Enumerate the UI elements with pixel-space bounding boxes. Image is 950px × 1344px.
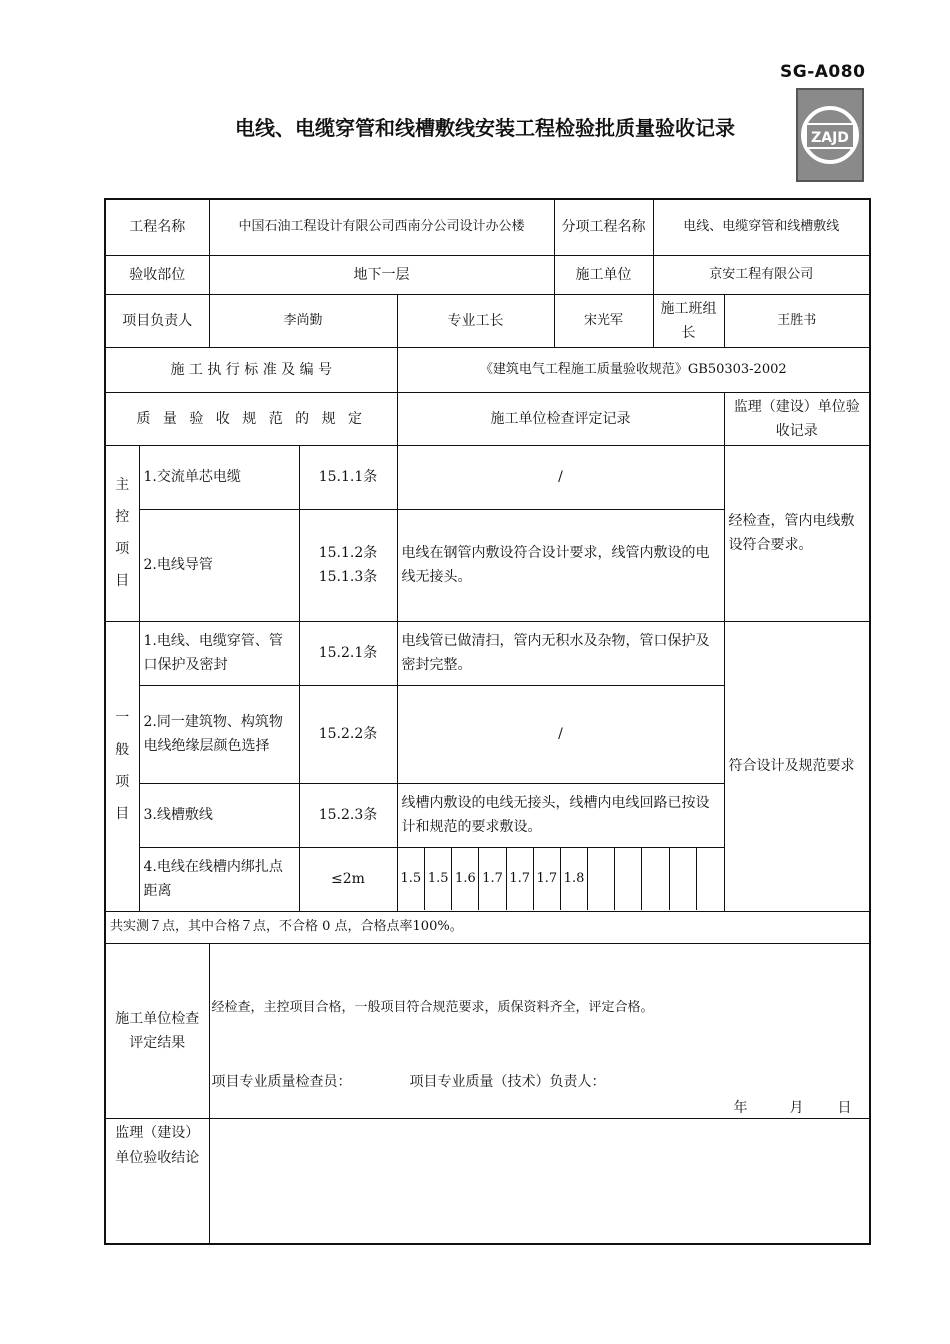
summary-line: 共实测７点，其中合格７点，不合格 0 点，合格点率100%。 (105, 911, 870, 943)
measurement-value: 1.7 (533, 848, 560, 910)
general-item-1-record: 电线管已做清扫，管内无积水及杂物，管口保护及密封完整。 (397, 621, 724, 685)
general-item-1-name: 1.电线、电缆穿管、管口保护及密封 (139, 621, 299, 685)
general-item-2-clause: 15.2.2条 (299, 685, 397, 783)
measurement-value: 1.6 (452, 848, 479, 910)
measurement-cells (397, 847, 724, 911)
general-item-1-clause: 15.2.1条 (299, 621, 397, 685)
sub-project-label: 分项工程名称 (554, 199, 653, 255)
date-month: 月 (789, 1099, 804, 1116)
document-code: SG-A080 (780, 62, 866, 82)
supervision-label: 监理（建设）单位验收记录 (724, 392, 870, 445)
team-leader-label: 施工班组长 (653, 294, 724, 347)
measurement-value (696, 848, 723, 910)
general-item-3-record: 线槽内敷设的电线无接头，线槽内电线回路已按设计和规范的要求敷设。 (397, 783, 724, 847)
contractor-value: 京安工程有限公司 (653, 255, 870, 294)
main-group-label: 主 控 项 目 (105, 445, 139, 621)
responsible-label: 项目专业质量（技术）负责人： (409, 1073, 606, 1090)
check-record-label: 施工单位检查评定记录 (397, 392, 724, 445)
inspection-form (104, 198, 871, 1245)
main-item-2-name: 2.电线导管 (139, 509, 299, 621)
team-leader-value: 王胜书 (724, 294, 870, 347)
general-item-2-name: 2.同一建筑物、构筑物电线绝缘层颜色选择 (139, 685, 299, 783)
manager-value: 李尚勤 (209, 294, 397, 347)
general-item-2-record: / (397, 685, 724, 783)
contractor-result-box (209, 943, 870, 1118)
foreman-label: 专业工长 (397, 294, 554, 347)
general-item-4-clause: ≤2m (299, 847, 397, 911)
measurement-value (669, 848, 696, 910)
location-value: 地下一层 (209, 255, 554, 294)
general-item-4-name: 4.电线在线槽内绑扎点距离 (139, 847, 299, 911)
general-item-3-clause: 15.2.3条 (299, 783, 397, 847)
standard-value: 《建筑电气工程施工质量验收规范》GB50303-2002 (397, 347, 870, 392)
supervision-result-label: 监理（建设）单位验收结论 (105, 1118, 209, 1244)
date-day: 日 (837, 1099, 852, 1116)
contractor-result-label: 施工单位检查评定结果 (105, 943, 209, 1118)
main-item-1-name: 1.交流单芯电缆 (139, 445, 299, 509)
measurement-value: 1.8 (560, 848, 587, 910)
location-label: 验收部位 (105, 255, 209, 294)
measurement-value: 1.5 (398, 848, 425, 910)
spec-label: 质 量 验 收 规 范 的 规 定 (105, 392, 397, 445)
measurement-value (615, 848, 642, 910)
main-supervision-record: 经检查，管内电线敷设符合要求。 (724, 445, 870, 621)
sub-project-value: 电线、电缆穿管和线槽敷线 (653, 199, 870, 255)
foreman-value: 宋光军 (554, 294, 653, 347)
contractor-result-text: 经检查，主控项目合格，一般项目符合规范要求，质保资料齐全，评定合格。 (211, 999, 654, 1015)
contractor-label: 施工单位 (554, 255, 653, 294)
measurement-value: 1.7 (506, 848, 533, 910)
project-name-value: 中国石油工程设计有限公司西南分公司设计办公楼 (209, 199, 554, 255)
manager-label: 项目负责人 (105, 294, 209, 347)
measurement-value: 1.7 (479, 848, 506, 910)
project-name-label: 工程名称 (105, 199, 209, 255)
general-supervision-record: 符合设计及规范要求 (724, 621, 870, 911)
main-item-2-clause: 15.1.2条 15.1.3条 (299, 509, 397, 621)
main-item-1-record: / (397, 445, 724, 509)
inspector-label: 项目专业质量检查员： (211, 1073, 352, 1090)
measurement-value: 1.5 (425, 848, 452, 910)
page-title: 电线、电缆穿管和线槽敷线安装工程检验批质量验收记录 (235, 116, 735, 140)
main-item-1-clause: 15.1.1条 (299, 445, 397, 509)
measurement-value (588, 848, 615, 910)
logo-text: ZAJD (811, 130, 849, 146)
standard-label: 施 工 执 行 标 准 及 编 号 (105, 347, 397, 392)
general-group-label: 一 般 项 目 (105, 621, 139, 911)
company-logo (796, 88, 864, 182)
main-item-2-record: 电线在钢管内敷设符合设计要求，线管内敷设的电线无接头。 (397, 509, 724, 621)
measurement-value (642, 848, 669, 910)
general-item-3-name: 3.线槽敷线 (139, 783, 299, 847)
supervision-result-box (209, 1118, 870, 1244)
date-year: 年 (733, 1099, 748, 1116)
